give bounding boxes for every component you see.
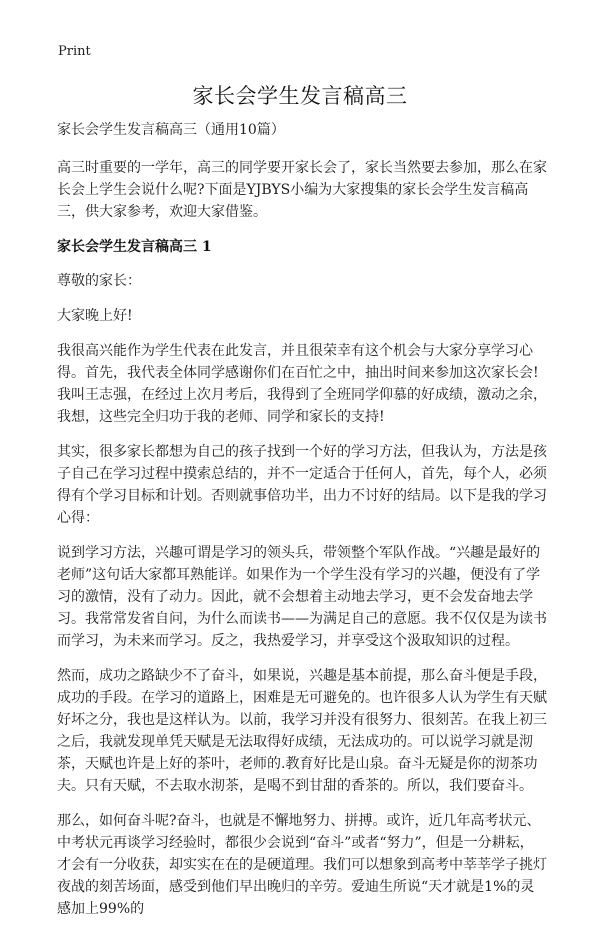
section-heading: 家长会学生发言稿高三 1 — [57, 239, 212, 255]
greeting-line-2: 大家晚上好! — [57, 308, 133, 324]
greeting-line: 尊敬的家长： — [57, 273, 141, 289]
body-paragraph: 其实，很多家长都想为自己的孩子找到一个好的学习方法，但我认为，方法是孩子自己在学习过程中摸索总结的，并不一定适合于任何人，首先，每个人，必须得有个学习目标和计划。否则就事倍功半，出力不讨好的结局。以下是我的学习心得： — [57, 444, 547, 526]
article-subtitle: 家长会学生发言稿高三（通用10篇） — [57, 122, 285, 138]
body-paragraph: 那么，如何奋斗呢?奋斗，也就是不懈地努力、拼搏。或许，近几年高考状元、中考状元再谈学习经验时，都很少会说到“奋斗”或者“努力”，但是一分耕耘，才会有一分收获，却实实在在的是硬道理。我们可以想象到高考中莘莘学子挑灯夜战的刻苦场面，感受到他们早出晚归的辛劳。爱迪生所说“天才就是1%的灵感加上99%的 — [57, 813, 547, 917]
body-paragraph: 说到学习方法，兴趣可谓是学习的领头兵，带领整个军队作战。“兴趣是最好的老师”这句话大家都耳熟能详。如果作为一个学生没有学习的兴趣，便没有了学习的激情，没有了动力。因此，就不会想着主动地去学习，更不会发奋地去学习。我常常发省自问，为什么而读书——为满足自己的意愿。我不仅仅是为读书而学习，为未来而学习。反之，我热爱学习，并享受这个汲取知识的过程。 — [57, 545, 547, 649]
page-title: 家长会学生发言稿高三 — [192, 84, 408, 108]
body-paragraph: 我很高兴能作为学生代表在此发言，并且很荣幸有这个机会与大家分享学习心得。首先，我代表全体同学感谢你们在百忙之中，抽出时间来参加这次家长会!我叫王志强，在经过上次月考后，我得到了全班同学仰慕的好成绩，激动之余，我想，这些完全归功于我的老师、同学和家长的支持! — [57, 343, 547, 425]
body-paragraph: 然而，成功之路缺少不了奋斗，如果说，兴趣是基本前提，那么奋斗便是手段，成功的手段。在学习的道路上，困难是无可避免的。也许很多人认为学生有天赋好坏之分，我也是这样认为。以前，我学习并没有很努力、很刻苦。在我上初三之后，我就发现单凭天赋是无法取得好成绩，无法成功的。可以说学习就是沏茶，天赋也许是上好的茶叶，老师的.教育好比是山泉。奋斗无疑是你的沏茶功夫。只有天赋，不去取水沏茶，是喝不到甘甜的香茶的。所以，我们要奋斗。 — [57, 668, 547, 794]
intro-paragraph: 高三时重要的一学年，高三的同学要开家长会了，家长当然要去参加，那么在家长会上学生会说什么呢?下面是YJBYS小编为大家搜集的家长会学生发言稿高三，供大家参考，欢迎大家借鉴。 — [57, 160, 547, 220]
print-link[interactable]: Print — [58, 44, 91, 59]
article-body — [57, 119, 547, 933]
